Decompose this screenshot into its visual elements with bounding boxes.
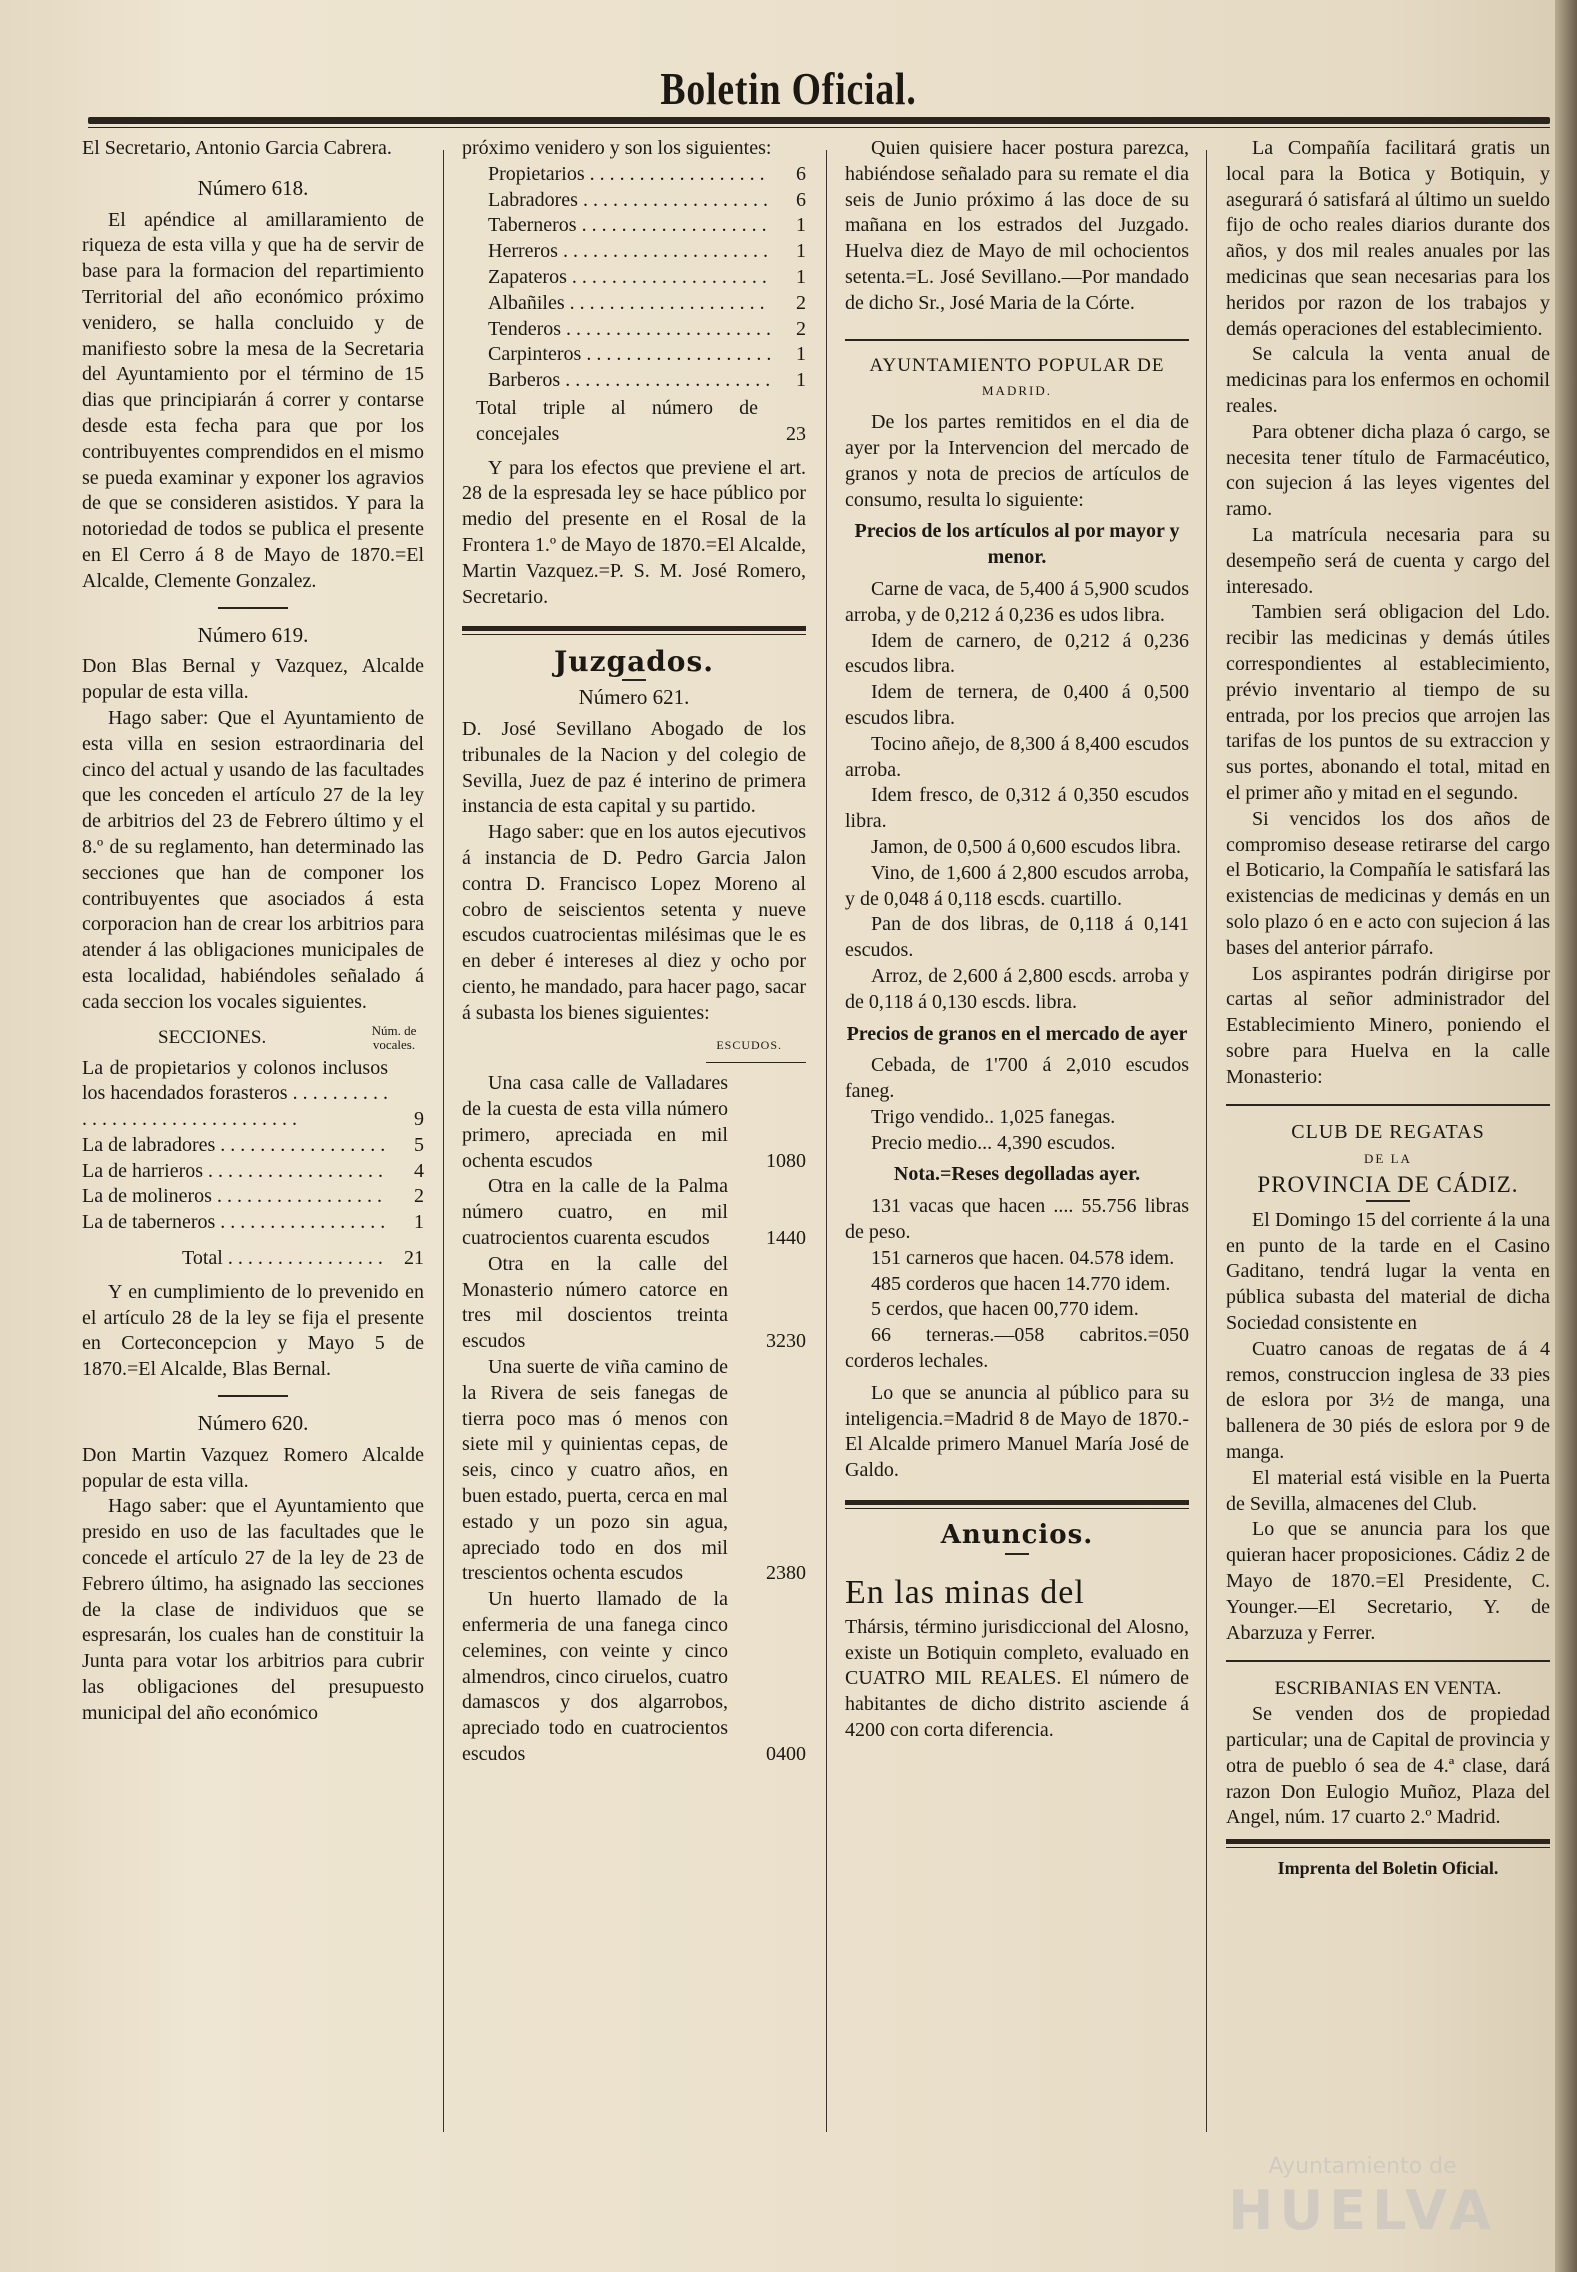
club-provincia: PROVINCIA DE CÁDIZ. <box>1257 1172 1519 1198</box>
divider <box>845 339 1189 341</box>
masthead-rule <box>88 117 1550 124</box>
vocales-label: Núm. de vocales. <box>371 1022 417 1052</box>
grano-item: Precio medio... 4,390 escudos. <box>871 1131 1116 1154</box>
oficio-row: Barberos . . . 1 <box>488 368 806 394</box>
archive-watermark <box>1228 2154 1497 2242</box>
notice-621-title: Número 621. <box>578 685 690 710</box>
precio-item: Tocino añejo, de 8,300 á 8,400 escudos arroba. <box>845 732 1189 781</box>
res-item: 5 cerdos, que hacen 00,770 idem. <box>871 1298 1139 1321</box>
imprenta: Imprenta del Boletin Oficial. <box>1277 1858 1499 1879</box>
botica-paragraph: Si vencidos los dos años de compromiso desease retirarse del cargo el Boticario, la Compañía le satisfará las existencias de medicinas y demás en un solo plazo ó en e acto con sujecion á las bases del anterior párrafo. <box>1226 807 1550 959</box>
watermark-line2: HUELVA <box>1228 2179 1497 2242</box>
botica-paragraph: Se calcula la venta anual de medicinas para los enfermos en ochomil reales. <box>1226 343 1550 417</box>
oficio-row: Herreros . . . 1 <box>488 239 806 265</box>
column-4 <box>1226 136 1550 1882</box>
seccion-row: La de harrieros . . . 4 <box>82 1159 424 1185</box>
column-1 <box>82 136 424 1727</box>
escribanias-text: Se venden dos de propiedad particular; una de Capital de provincia y otra de pueblo ó sea de 4.ª clase, dará razon Don Eulogio Muñoz, Plaza del Angel, núm. 17 cuarto 2.º Madrid. <box>1226 1703 1550 1829</box>
divider <box>1366 1200 1410 1202</box>
botica-paragraph: La matrícula necesaria para su desempeño será de cuenta y cargo del interesado. <box>1226 523 1550 598</box>
notice-619-title: Número 619. <box>197 622 309 647</box>
escudos-label: ESCUDOS. <box>716 1037 782 1052</box>
ayuntamiento-text: De los partes remitidos en el dia de ayer por la Intervencion del mercado de granos y nota de precios de artículos de consumo, resulta lo siguiente: <box>845 411 1189 511</box>
notice-621-header: D. José Sevillano Abogado de los tribunales de la Nacion y del colegio de Sevilla, Juez de paz é interino de primera instancia de esta capital y su partido. <box>462 717 806 818</box>
section-divider <box>845 1500 1189 1509</box>
divider <box>218 607 288 609</box>
botica-paragraph: Los aspirantes podrán dirigirse por cartas al señor administrador del Establecimiento Minero, poniendo el sobre para Huelva en la calle Monasterio: <box>1226 962 1550 1088</box>
column-2 <box>462 136 806 1768</box>
precio-item: Arroz, de 2,600 á 2,800 escds. arroba y de 0,118 á 0,130 escds. libra. <box>845 964 1189 1013</box>
watermark-line1: Ayuntamiento de <box>1268 2154 1457 2179</box>
notice-621-text: Hago saber: que en los autos ejecutivos á instancia de D. Pedro Garcia Jalon contra D. Francisco Lopez Moreno al cobro de seiscientos setenta y nueve escudos cuatrocientas milésimas que le es en deber é intereses al diez y ocho por ciento, he mandado, para hacer pago, sacar á subasta los bienes siguientes: <box>462 821 806 1024</box>
grano-item: Cebada, de 1'700 á 2,010 escudos faneg. <box>845 1054 1189 1103</box>
botica-paragraph: Tambien será obligacion del Ldo. recibir las medicinas y demás útiles correspondientes al establecimiento, prévio inventario al tiempo de su entrada, por los precios que arrojen las tarifas de los puntos de su extraccion y sus portes, abonando el total, mitad en el primer año y mitad en el segundo. <box>1226 601 1550 804</box>
res-item: 151 carneros que hacen. 04.578 idem. <box>871 1246 1175 1269</box>
precios-list <box>845 577 1189 1016</box>
notice-618-text: El apéndice al amillaramiento de riqueza de esta villa y que ha de servir de base para la formacion del repartimiento Territorial del año económico próximo venidero, se halla concluido y de manifiesto sobre la mesa de la Secretaria del Ayuntamiento por el término de 15 dias que principiarán á correr y contarse desde esta fecha para que por los contribuyentes comprendidos en el mismo se pueda examinar y exponer los agravios de que se consideren asistidos. Y para la notoriedad de todos se publica el presente en El Cerro á 8 de Mayo de 1870.=El Alcalde, Clemente Gonzalez. <box>82 208 424 592</box>
club-title: CLUB DE REGATAS <box>1291 1121 1485 1144</box>
notice-619-header: Don Blas Bernal y Vazquez, Alcalde popular de esta villa. <box>82 655 424 704</box>
escribanias-title: ESCRIBANIAS EN VENTA. <box>1274 1678 1502 1700</box>
res-item: 485 corderos que hacen 14.770 idem. <box>871 1272 1171 1295</box>
res-item: 131 vacas que hacen .... 55.756 libras de peso. <box>845 1195 1189 1244</box>
ayuntamiento-sub: MADRID. <box>982 383 1052 399</box>
notice-620-header: Don Martin Vazquez Romero Alcalde popular de esta villa. <box>82 1443 424 1492</box>
divider <box>706 1062 806 1063</box>
divider <box>1226 1660 1550 1662</box>
oficio-row: Albañiles . . . 2 <box>488 291 806 317</box>
seccion-row: La de molineros . . . 2 <box>82 1184 424 1210</box>
seccion-row: La de labradores . . . 5 <box>82 1133 424 1159</box>
precio-item: Jamon, de 0,500 á 0,600 escudos libra. <box>871 835 1181 858</box>
column-3 <box>845 136 1189 1744</box>
notice-620-closing: Y para los efectos que previene el art. 28 de la espresada ley se hace público por medio del presente en el Rosal de la Frontera 1.º de Mayo de 1870.=El Alcalde, Martin Vazquez.=P. S. M. José Romero, Secretario. <box>462 456 806 608</box>
granos-title: Precios de granos en el mercado de ayer <box>846 1022 1188 1045</box>
reses-list <box>845 1194 1189 1375</box>
notice-619-text: Hago saber: Que el Ayuntamiento de esta villa en sesion estraordinaria del cinco del actual y usando de las facultades que les conceden el artículo 27 de la ley de arbitrios del 23 de Febrero último y el 8.º de su reglamento, han determinado las secciones que han de componer los contribuyentes que asociados á esta corporacion han de crear los arbitrios para atender á las obligaciones municipales de esta localidad, habiéndoles señalado á cada seccion los vocales siguientes. <box>82 706 424 1013</box>
granos-list <box>845 1053 1189 1156</box>
precio-item: Idem fresco, de 0,312 á 0,350 escudos libra. <box>845 784 1189 833</box>
anuncios-heading: Anuncios. <box>940 1520 1094 1551</box>
precio-item: Pan de dos libras, de 0,118 á 0,141 escudos. <box>845 913 1189 962</box>
bien-item: Una casa calle de Valladares de la cuesta de esta villa número primero, apreciada en mil ochenta escudos 1080 <box>462 1072 806 1172</box>
column-separator <box>826 150 827 2132</box>
juzgados-heading: Juzgados. <box>554 645 714 679</box>
oficio-row: Labradores . . . 6 <box>488 188 806 214</box>
bien-item: Otra en la calle del Monasterio número catorce en tres mil doscientos treinta escudos 3230 <box>462 1252 806 1353</box>
res-item: 66 terneras.—058 cabritos.=050 corderos lechales. <box>845 1324 1189 1373</box>
club-text: El Domingo 15 del corriente á la una en punto de la tarde en el Casino Gaditano, tendrá lugar la venta en pública subasta del material de dicha Sociedad consistente en <box>1226 1208 1550 1335</box>
secciones-header <box>82 1024 424 1052</box>
divider <box>1005 1553 1029 1555</box>
seccion-row: La de taberneros . . . 1 <box>82 1210 424 1236</box>
divider <box>1226 1104 1550 1106</box>
bien-item: Una suerte de viña camino de la Rivera de seis fanegas de tierra poco mas ó menos con siete mil y quinientas cepas, de seis, cinco y cuatro años, en buen estado, puerta, cerca en mal estado y un pozo sin agua, apreciado todo en dos mil trescientos ochenta escudos 2380 <box>462 1356 806 1585</box>
notice-620-continued: próximo venidero y son los siguientes: <box>462 137 772 159</box>
masthead-title: Boletin Oficial. <box>660 63 917 114</box>
secretary-signature: El Secretario, Antonio Garcia Cabrera. <box>82 137 392 159</box>
precio-item: Idem de ternera, de 0,400 á 0,500 escudos libra. <box>845 681 1189 729</box>
seccion-row: La de propietarios y colonos inclusos los hacendados forasteros . . . 9 <box>82 1056 424 1133</box>
club-text: El material está visible en la Puerta de Sevilla, almacenes del Club. <box>1226 1466 1550 1515</box>
masthead-rule-thin <box>88 127 1550 128</box>
bien-item: Un huerto llamado de la enfermeria de una fanega cinco celemines, con veinte y cinco almendros, cinco ciruelos, cuatro damascos y dos algarrobos, apreciado todo en cuatrocientos escudos 0400 <box>462 1588 806 1766</box>
column-separator <box>1206 150 1207 2132</box>
bien-item: Otra en la calle de la Palma número cuatro, en mil cuatrocientos cuarenta escudos 1440 <box>462 1175 806 1250</box>
minas-text: Thársis, término jurisdiccional del Alosno, existe un Botiquin completo, evaluado en CUATRO MIL REALES. El número de habitantes de dicho distrito asciende á 4200 con corta diferencia. <box>845 1615 1189 1742</box>
ayuntamiento-title: AYUNTAMIENTO POPULAR DE <box>869 354 1165 376</box>
precio-item: Idem de carnero, de 0,212 á 0,236 escudos libra. <box>845 629 1189 678</box>
section-divider <box>462 626 806 635</box>
notice-621-continued: Quien quisiere hacer postura parezca, habiéndose señalado para su remate el dia seis de Junio próximo á las doce de su mañana en los estrados del Juzgado. Huelva diez de Mayo de mil ochocientos setenta.=L. José Sevillano.—Por mandado de dicho Sr., José Maria de la Córte. <box>845 137 1189 314</box>
secciones-label: SECCIONES. <box>158 1026 267 1048</box>
notice-619-closing: Y en cumplimiento de lo prevenido en el artículo 28 de la ley se fija el presente en Corteconcepcion y Mayo 5 de 1870.=El Alcalde, Blas Bernal. <box>82 1280 424 1381</box>
notice-618-title: Número 618. <box>197 175 309 200</box>
oficio-row: Taberneros . . . 1 <box>488 213 806 239</box>
page-edge <box>1555 0 1577 2272</box>
column-separator <box>443 150 444 2132</box>
total-triple-row: Total triple al número de concejales 23 <box>476 396 806 445</box>
botica-paragraph: Para obtener dicha plaza ó cargo, se necesita tener título de Farmacéutico, con sujecion á las leyes vigentes del ramo. <box>1226 420 1550 521</box>
secciones-list <box>82 1056 424 1237</box>
grano-item: Trigo vendido.. 1,025 fanegas. <box>871 1105 1116 1128</box>
precios-title: Precios de los artículos al por mayor y menor. <box>854 520 1180 569</box>
notice-620-title: Número 620. <box>197 1411 309 1436</box>
oficios-list <box>462 162 806 394</box>
divider <box>218 1395 288 1397</box>
precio-item: Vino, de 1,600 á 2,800 escudos arroba, y de 0,048 á 0,118 escds. cuartillo. <box>845 861 1189 910</box>
notice-620-text: Hago saber: que el Ayuntamiento que presido en uso de las facultades que le concede el artículo 27 de la ley de 23 de Febrero último, ha asignado las secciones de la clase de individuos que se espresarán, los cuales han de constituir la Junta para votar los arbitrios para cubrir las obligaciones del presupuesto municipal del año económico <box>82 1495 424 1724</box>
bienes-list <box>462 1071 806 1768</box>
club-de: DE LA <box>1364 1151 1412 1167</box>
oficio-row: Tenderos . . . 2 <box>488 317 806 343</box>
precio-item: Carne de vaca, de 5,400 á 5,900 scudos arroba, y de 0,212 á 0,236 es udos libra. <box>845 577 1189 626</box>
oficio-row: Carpinteros . . . 1 <box>488 342 806 368</box>
minas-headline: En las minas del <box>845 1573 1085 1611</box>
oficio-row: Zapateros . . . 1 <box>488 265 806 291</box>
club-text: Lo que se anuncia para los que quieran hacer proposiciones. Cádiz 2 de Mayo de 1870.=El Presidente, C. Younger.—El Secretario, Y. de Abarzuza y Ferrer. <box>1226 1518 1550 1644</box>
botica-paragraph: La Compañía facilitará gratis un local para la Botica y Botiquin, y asegurará ó satisfará al último un sueldo fijo de ocho reales diarios durante dos años, y dos mil reales anuales por las medicinas que sean necesarias para los heridos por razon de los trabajos y demás operaciones del establecimiento. <box>1226 137 1550 340</box>
divider <box>622 679 646 681</box>
section-divider <box>1226 1839 1550 1848</box>
oficio-row: Propietarios . . . 6 <box>488 162 806 188</box>
ayuntamiento-closing: Lo que se anuncia al público para su inteligencia.=Madrid 8 de Mayo de 1870.-El Alcalde primero Manuel María José de Galdo. <box>845 1381 1189 1482</box>
secciones-total: Total . . . 21 <box>82 1246 424 1272</box>
reses-title: Nota.=Reses degolladas ayer. <box>893 1163 1141 1186</box>
club-text: Cuatro canoas de regatas de á 4 remos, construccion inglesa de 33 pies de eslora por 3½ de manga, una ballenera de 30 piés de eslora por 9 de manga. <box>1226 1337 1550 1464</box>
